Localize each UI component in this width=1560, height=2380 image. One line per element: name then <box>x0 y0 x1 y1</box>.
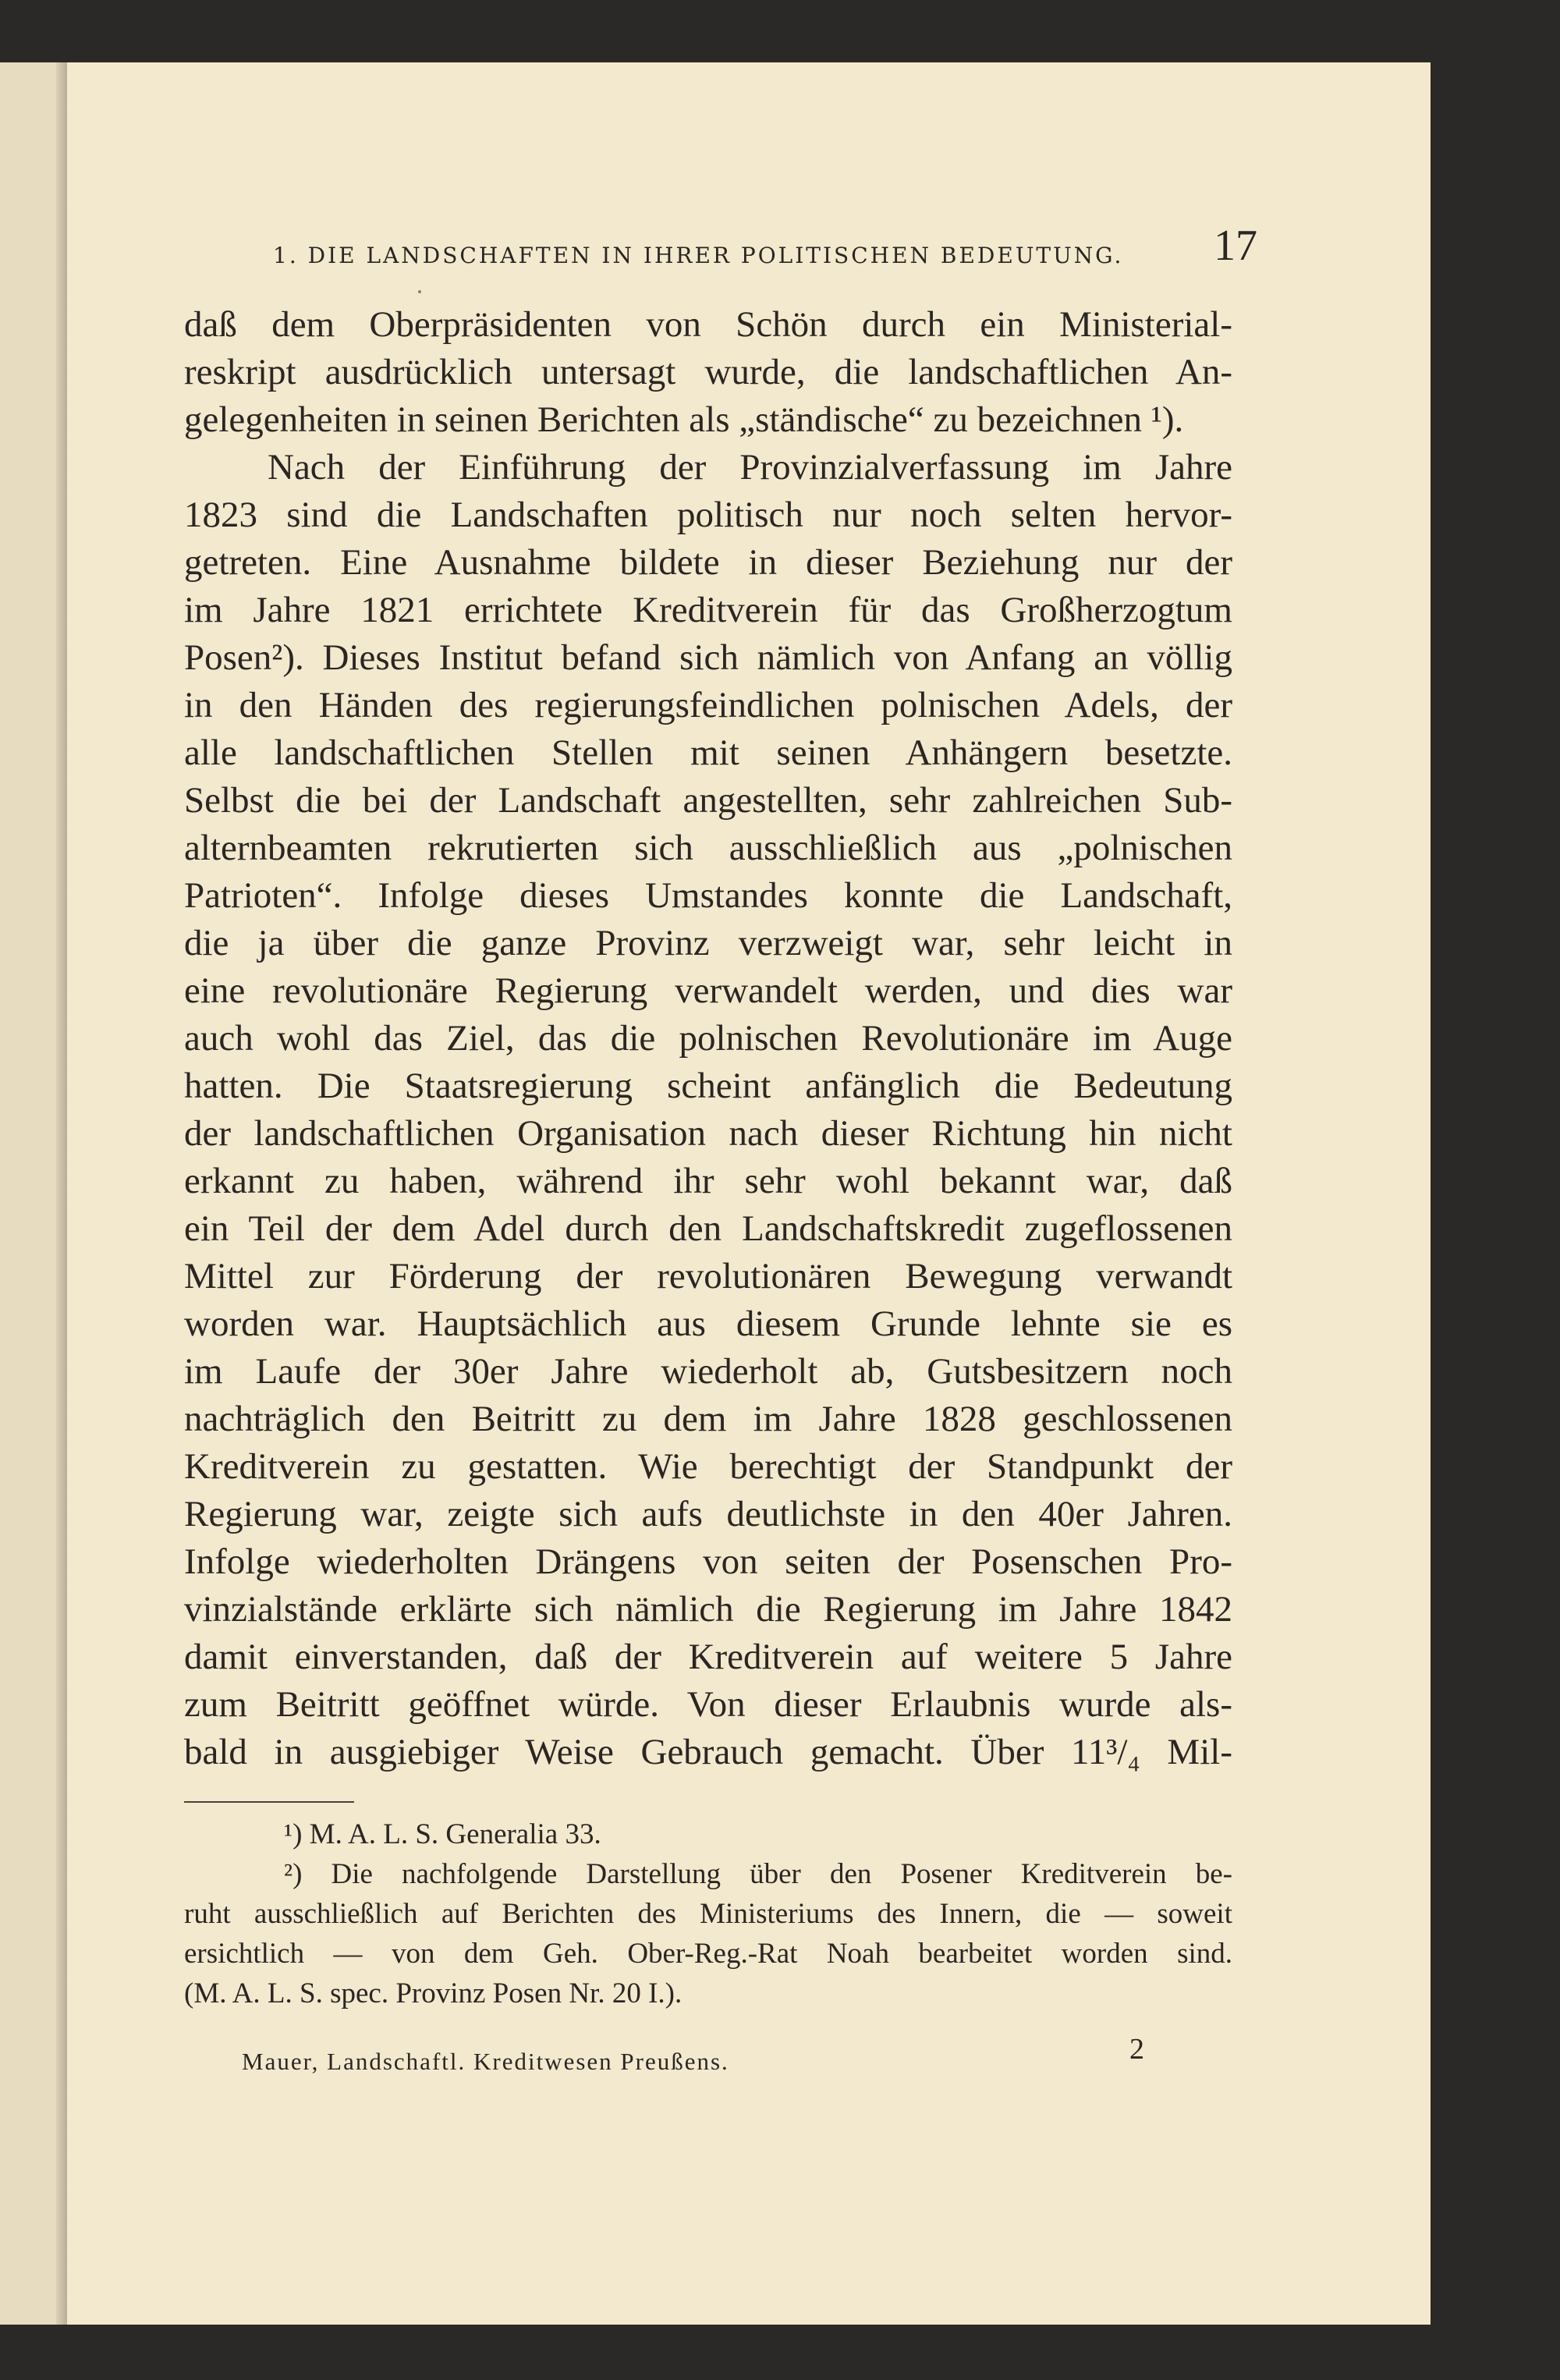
page-header <box>273 221 1257 283</box>
text-line: in den Händen des regierungsfeindlichen polnischen Adels, der <box>184 685 1232 725</box>
text-line: Kreditverein zu gestatten. Wie berechtigt der Standpunkt der <box>184 1446 1232 1487</box>
text-line: eine revolutionäre Regierung verwandelt werden, und dies war <box>184 970 1232 1011</box>
footnote-line: ¹) M. A. L. S. Generalia 33. <box>284 1818 601 1850</box>
text-line: getreten. Eine Ausnahme bildete in dieser Beziehung nur der <box>184 542 1232 583</box>
text-line: 1823 sind die Landschaften politisch nur noch selten hervor- <box>184 495 1232 535</box>
text-line: erkannt zu haben, während ihr sehr wohl bekannt war, daß <box>184 1161 1232 1201</box>
body-text <box>184 301 1232 1776</box>
footnote-line: ²) Die nachfolgende Darstellung über den Posener Kreditverein be- <box>284 1858 1232 1890</box>
text-line: im Jahre 1821 errichtete Kreditverein für das Großherzogtum <box>184 590 1232 630</box>
text-line: gelegenheiten in seinen Berichten als „ständische“ zu bezeichnen ¹). <box>184 399 1184 440</box>
text-line: daß dem Oberpräsidenten von Schön durch ein Ministerial- <box>184 304 1232 345</box>
text-line: damit einverstanden, daß der Kreditverein auf weitere 5 Jahre <box>184 1637 1232 1677</box>
text-line: Posen²). Dieses Institut befand sich nämlich von Anfang an völlig <box>184 637 1232 678</box>
text-line: der landschaftlichen Organisation nach dieser Richtung hin nicht <box>184 1113 1232 1154</box>
signature-mark: 2 <box>1129 2033 1144 2066</box>
text-line: zum Beitritt geöffnet würde. Von dieser Erlaubnis wurde als- <box>184 1684 1232 1725</box>
text-line: hatten. Die Staatsregierung scheint anfänglich die Bedeutung <box>184 1066 1232 1106</box>
text-line: auch wohl das Ziel, das die polnischen Revolutionäre im Auge <box>184 1018 1232 1059</box>
text-line: alternbeamten rekrutierten sich ausschließlich aus „polnischen <box>184 828 1232 868</box>
footnotes <box>184 1814 1232 2013</box>
text-line: bald in ausgiebiger Weise Gebrauch gemacht. Über 11³/₄ Mil- <box>184 1732 1232 1772</box>
text-line: Mittel zur Förderung der revolutionären Bewegung verwandt <box>184 1256 1232 1296</box>
printer-signature: Mauer, Landschaftl. Kreditwesen Preußens. <box>242 2048 729 2075</box>
text-line: Nach der Einführung der Provinzialverfassung im Jahre <box>268 447 1232 488</box>
text-line: Patrioten“. Infolge dieses Umstandes konnte die Landschaft, <box>184 875 1232 916</box>
text-line: im Laufe der 30er Jahre wiederholt ab, Gutsbesitzern noch <box>184 1351 1232 1392</box>
running-head: 1. DIE LANDSCHAFTEN IN IHRER POLITISCHEN BEDEUTUNG. <box>273 243 1124 268</box>
text-line: vinzialstände erklärte sich nämlich die Regierung im Jahre 1842 <box>184 1589 1232 1630</box>
footnote-line: ruht ausschließlich auf Berichten des Ministeriums des Innern, die — soweit <box>184 1898 1232 1930</box>
text-line: worden war. Hauptsächlich aus diesem Grunde lehnte sie es <box>184 1304 1232 1344</box>
text-line: die ja über die ganze Provinz verzweigt war, sehr leicht in <box>184 923 1232 963</box>
text-line: reskript ausdrücklich untersagt wurde, die landschaftlichen An- <box>184 352 1232 392</box>
text-line: Selbst die bei der Landschaft angestellten, sehr zahlreichen Sub- <box>184 780 1232 821</box>
ornament-dot <box>418 290 421 293</box>
text-line: alle landschaftlichen Stellen mit seinen Anhängern besetzte. <box>184 732 1232 773</box>
footnote-line: ersichtlich — von dem Geh. Ober-Reg.-Rat Noah bearbeitet worden sind. <box>184 1938 1232 1970</box>
text-line: Regierung war, zeigte sich aufs deutlichste in den 40er Jahren. <box>184 1494 1232 1534</box>
text-line: ein Teil der dem Adel durch den Landschaftskredit zugeflossenen <box>184 1208 1232 1249</box>
footnote-rule <box>184 1801 354 1803</box>
page-number: 17 <box>1214 222 1257 270</box>
text-line: Infolge wiederholten Drängens von seiten der Posenschen Pro- <box>184 1541 1232 1582</box>
text-line: nachträglich den Beitritt zu dem im Jahre 1828 geschlossenen <box>184 1399 1232 1439</box>
footnote-line: (M. A. L. S. spec. Provinz Posen Nr. 20 I.). <box>184 1977 682 2009</box>
